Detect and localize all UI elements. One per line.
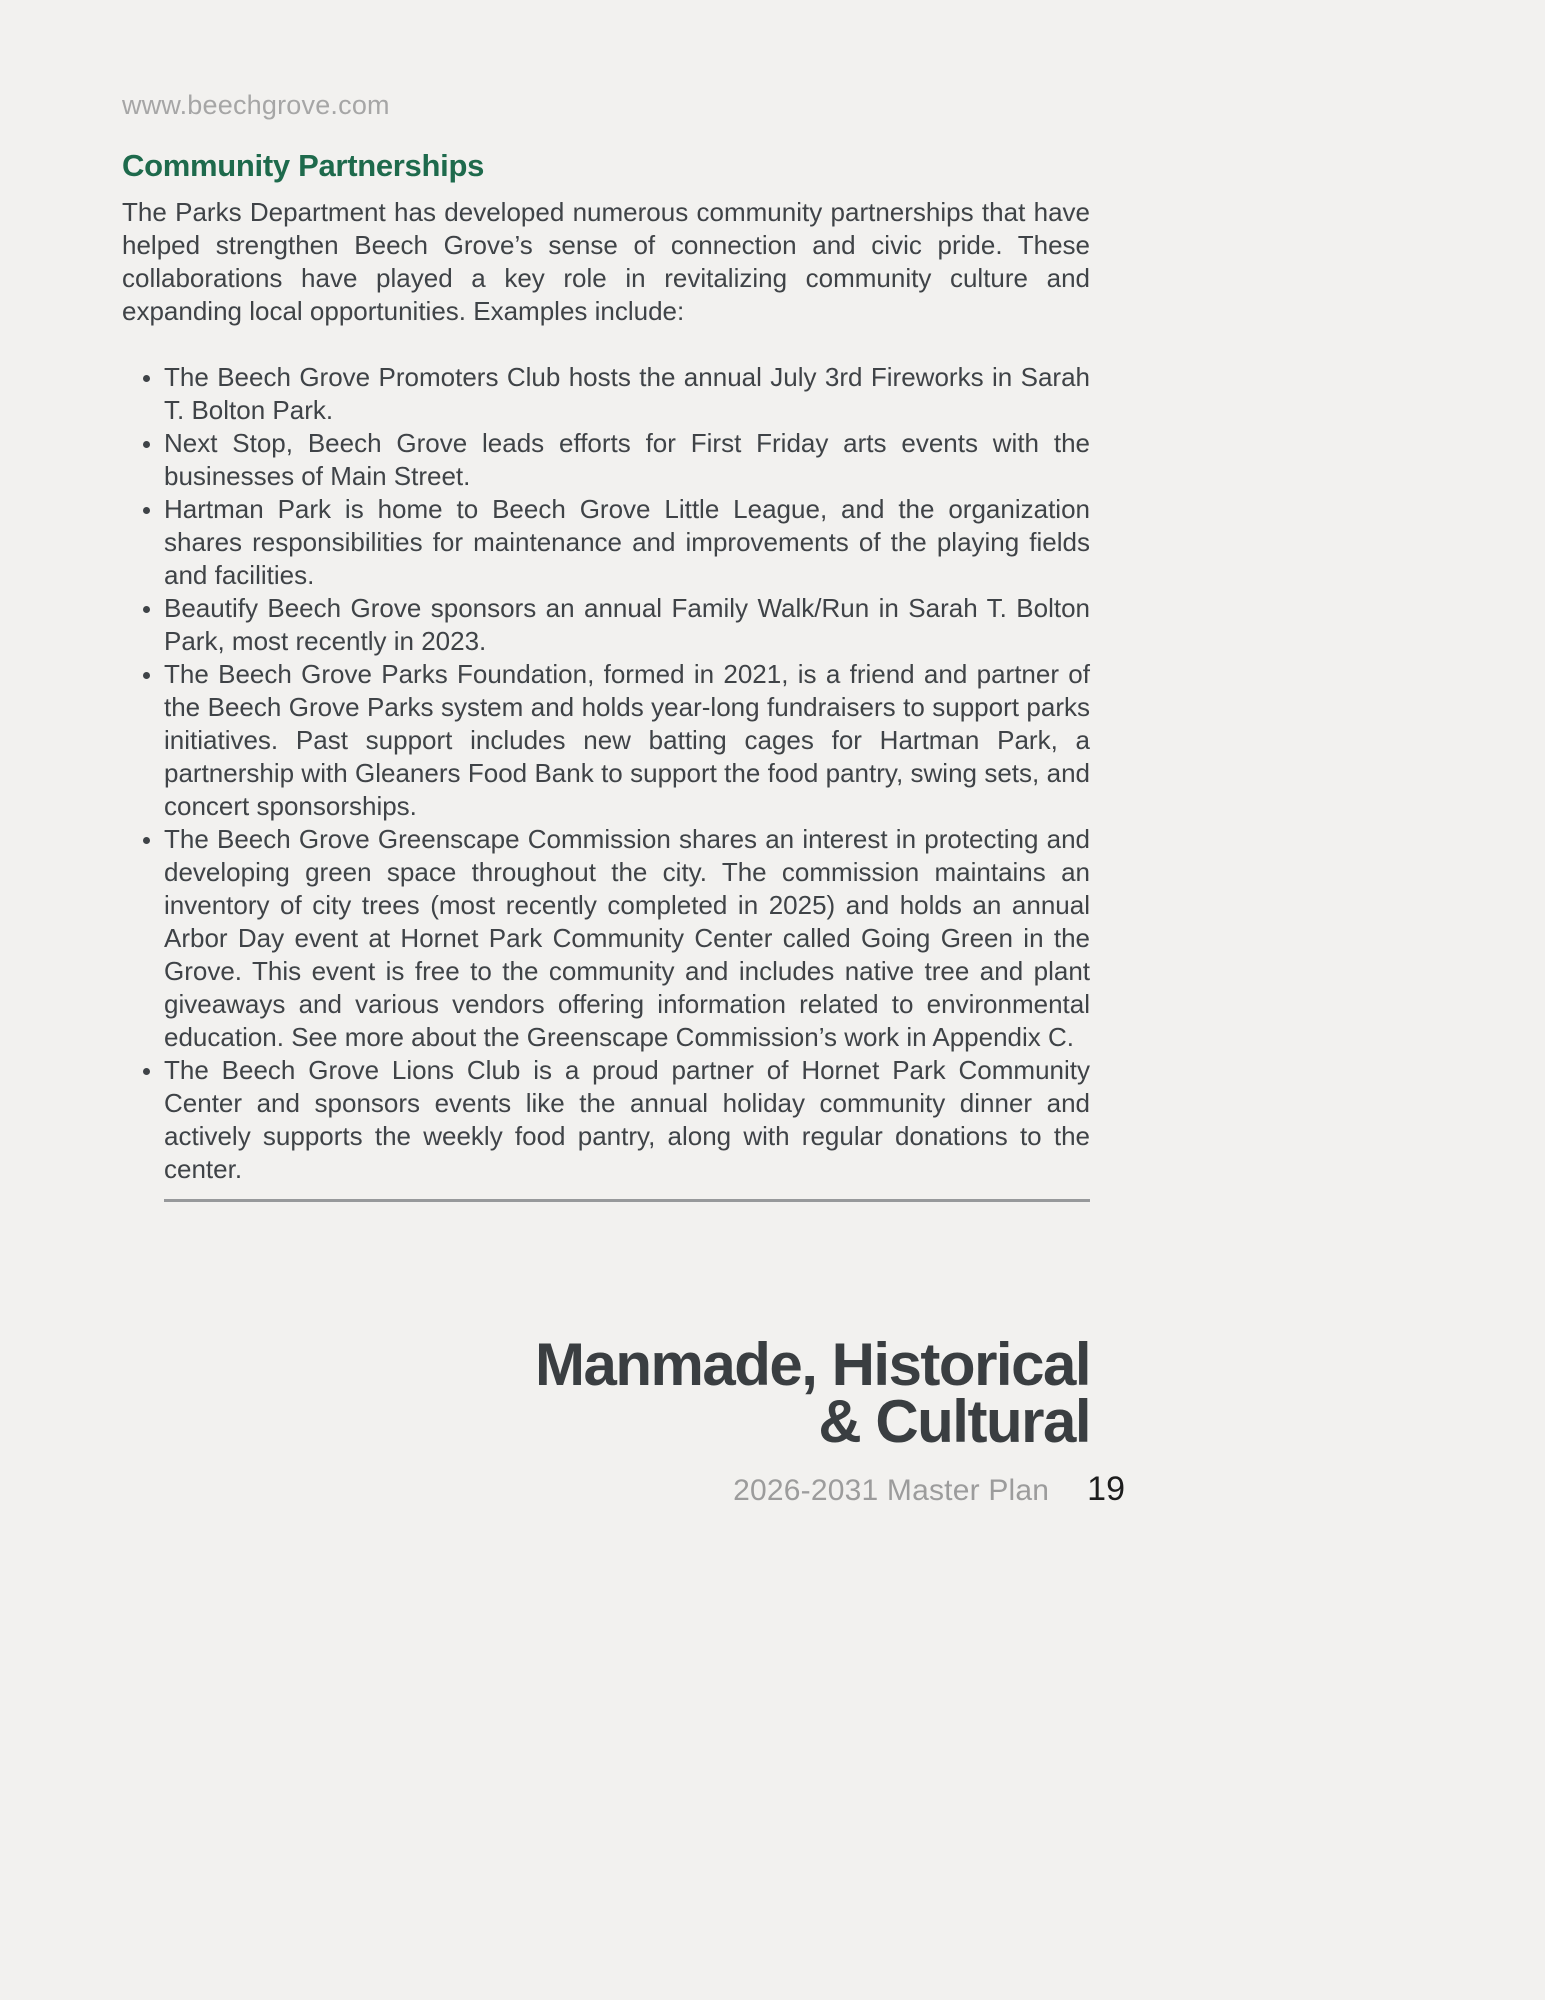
bullet-item: • Beautify Beech Grove sponsors an annual Family Walk/Run in Sarah T. Bolton Park, most recently in 2023.: [164, 592, 1090, 658]
page-number: 19: [1087, 1470, 1125, 1508]
page-footer: [733, 1470, 1125, 1509]
section-divider: [164, 1199, 1090, 1202]
bullet-item: • The Beech Grove Promoters Club hosts the annual July 3rd Fireworks in Sarah T. Bolton Park.: [164, 361, 1090, 427]
bullet-item: • Hartman Park is home to Beech Grove Little League, and the organization shares responsibilities for maintenance and improvements of the playing fields and facilities.: [164, 493, 1090, 592]
bullet-item: • The Beech Grove Parks Foundation, formed in 2021, is a friend and partner of the Beech Grove Parks system and holds year-long fundraisers to support parks initiatives. Past support includes new batting cages for Hartman Park, a partnership with Gleaners Food Bank to support the food pantry, swing sets, and concert sponsorships.: [164, 658, 1090, 823]
section-title-line2: & Cultural: [818, 1388, 1090, 1455]
content-column: [122, 0, 1090, 1202]
section-title-line1: Manmade, Historical: [534, 1331, 1090, 1398]
footer-plan-label: 2026-2031 Master Plan: [733, 1474, 1050, 1507]
bullet-item: • Next Stop, Beech Grove leads efforts for First Friday arts events with the businesses of Main Street.: [164, 427, 1090, 493]
intro-paragraph: The Parks Department has developed numerous community partnerships that have helped strengthen Beech Grove’s sense of connection and civic pride. These collaborations have played a key role in revitalizing community culture and expanding local opportunities. Examples include:: [122, 197, 1090, 326]
bullet-list: [122, 361, 1090, 1186]
section-heading: Community Partnerships: [122, 148, 485, 183]
bullet-item: • The Beech Grove Greenscape Commission shares an interest in protecting and developing green space throughout the city. The commission maintains an inventory of city trees (most recently completed in 2025) and holds an annual Arbor Day event at Hornet Park Community Center called Going Green in the Grove. This event is free to the community and includes native tree and plant giveaways and various vendors offering information related to environmental education. See more about the Greenscape Commission’s work in Appendix C.: [164, 823, 1090, 1054]
section-title: [534, 1331, 1090, 1455]
website-url: www.beechgrove.com: [122, 90, 390, 120]
bullet-item: • The Beech Grove Lions Club is a proud partner of Hornet Park Community Center and sponsors events like the annual holiday community dinner and actively supports the weekly food pantry, along with regular donations to the center.: [164, 1054, 1090, 1186]
